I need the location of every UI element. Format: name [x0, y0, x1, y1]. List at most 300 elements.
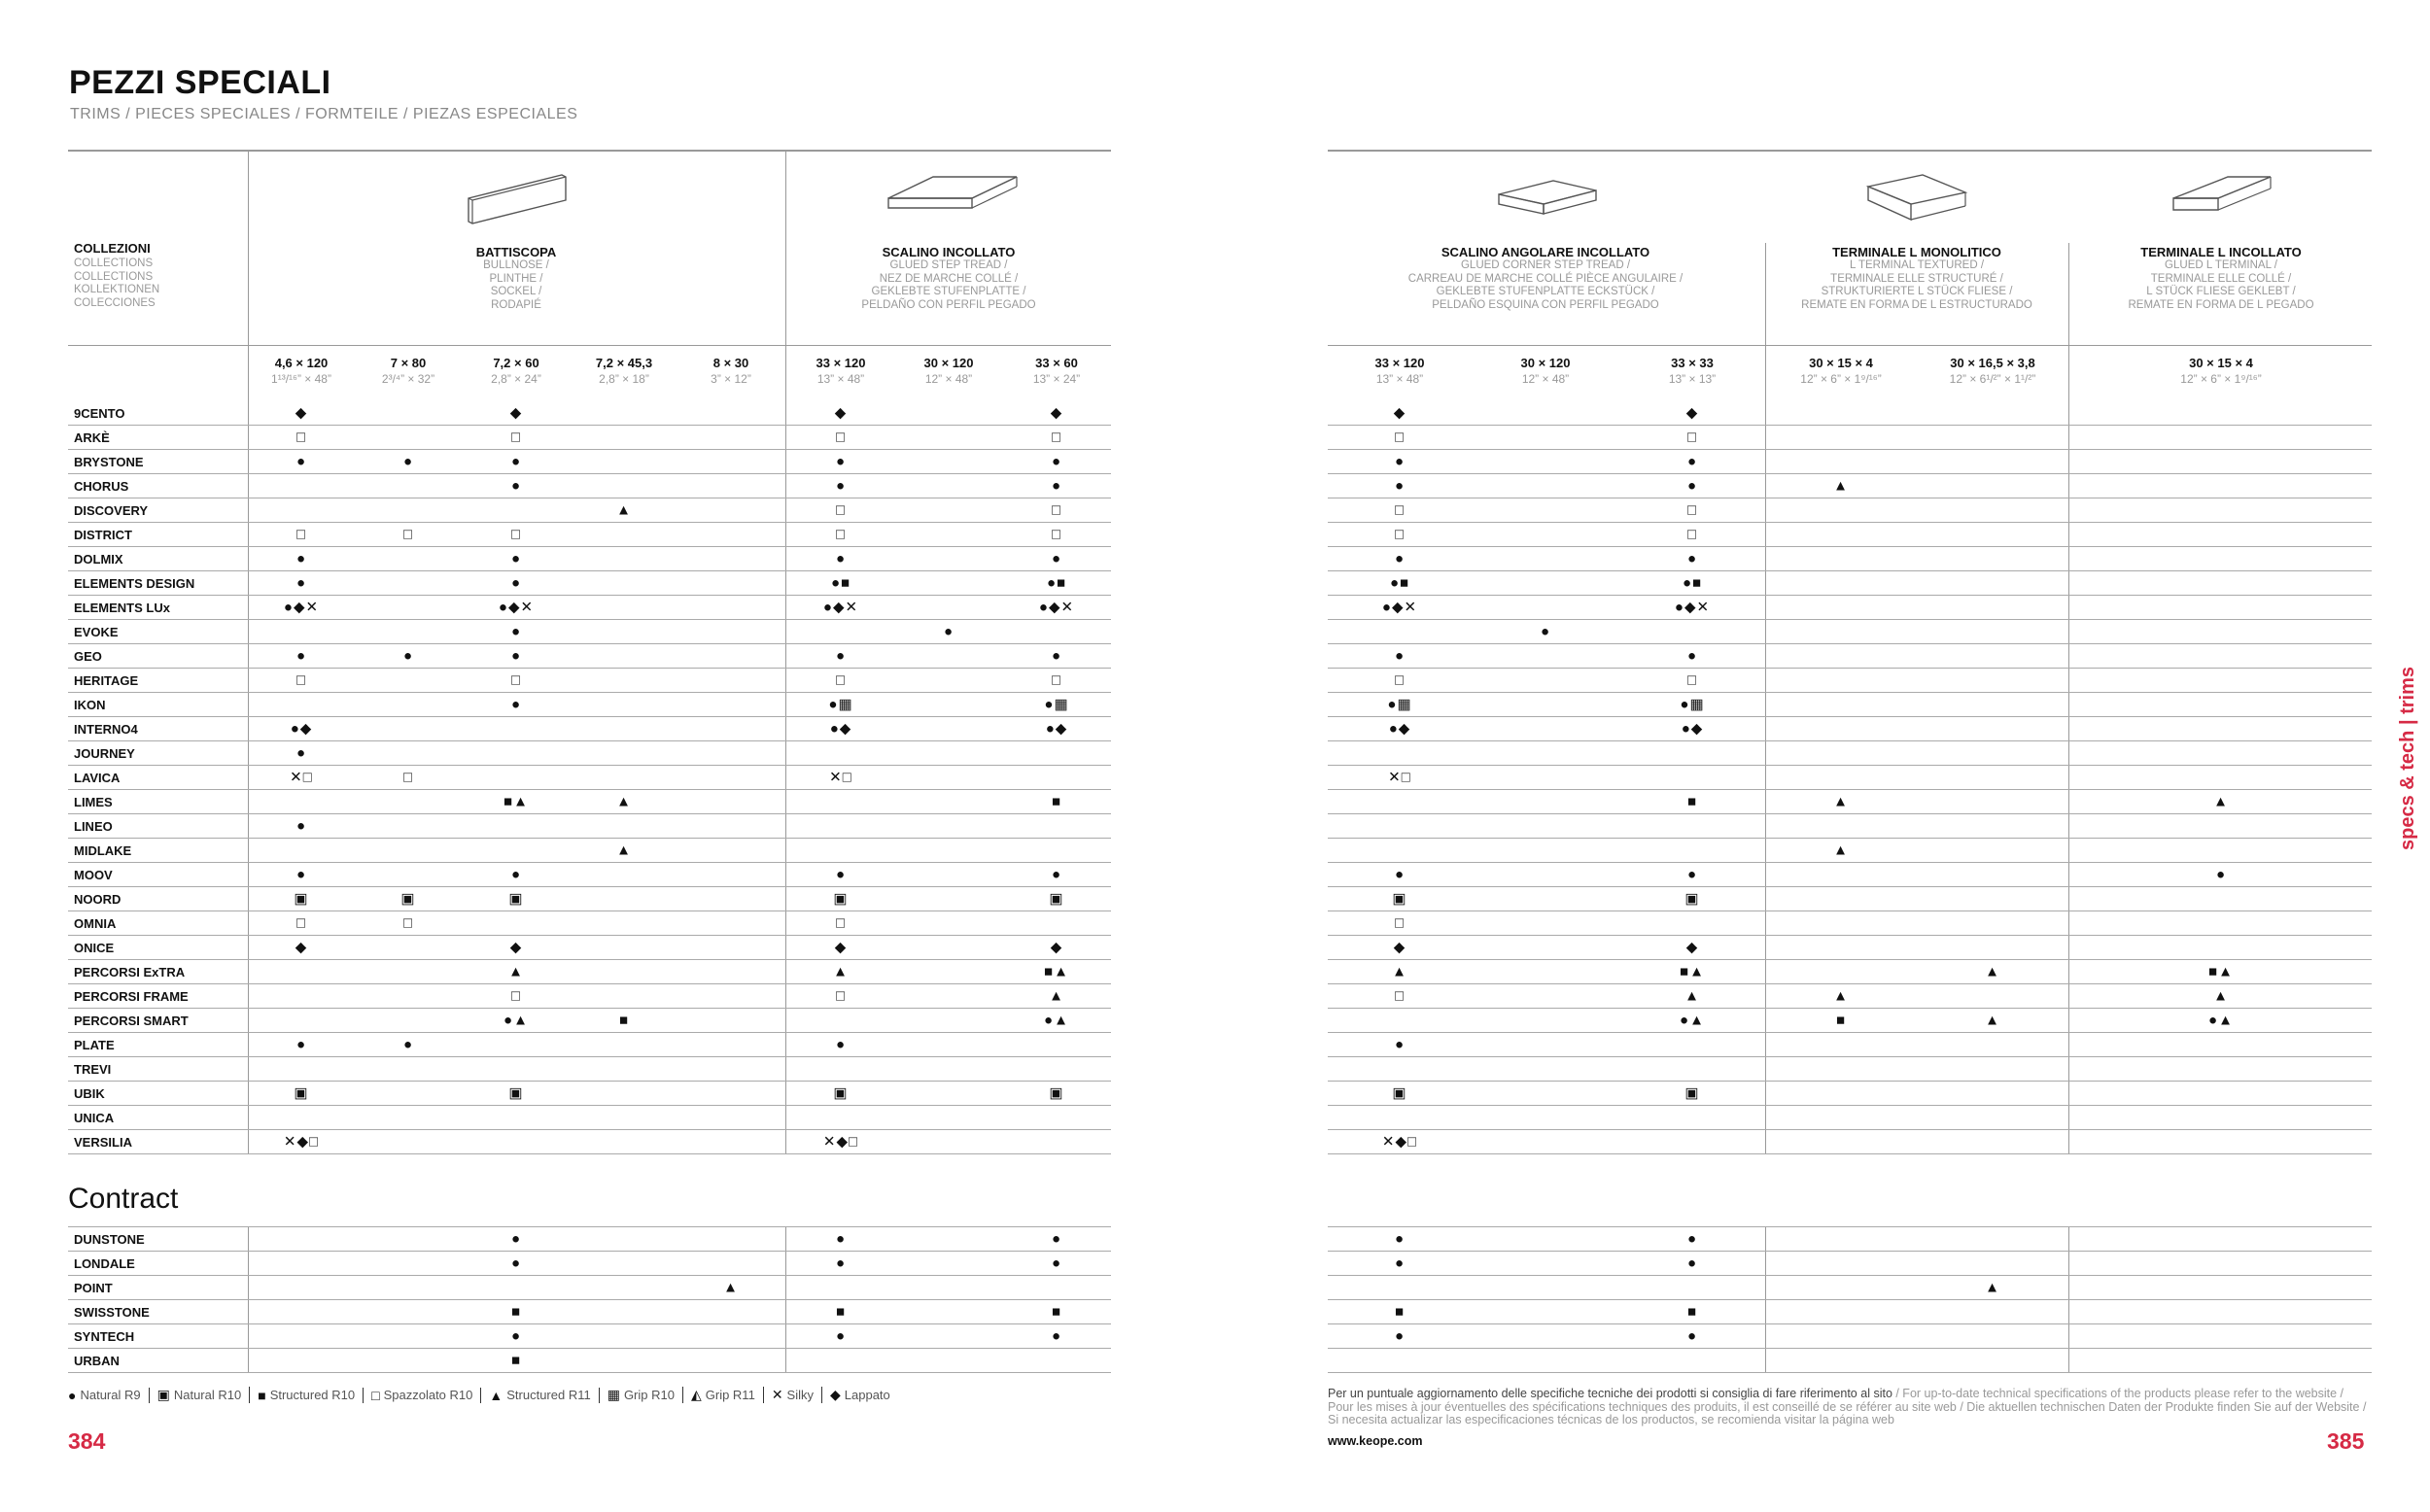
collection-name: SYNTECH: [74, 1329, 135, 1344]
availability-symbol: ●: [1051, 647, 1062, 665]
product-group-name: SCALINO ANGOLARE INCOLLATO: [1441, 245, 1650, 259]
availability-symbol: ●: [1394, 866, 1406, 883]
collection-name: DISCOVERY: [74, 503, 149, 518]
legend-symbol: ▲: [489, 1387, 503, 1403]
availability-symbol: □: [1394, 914, 1406, 932]
availability-symbol: ✕□: [1388, 769, 1411, 786]
availability-symbol: ●: [835, 1327, 847, 1345]
availability-symbol: ■: [1686, 793, 1698, 810]
row-rule: [68, 1008, 1111, 1009]
bullnose-icon: [465, 167, 572, 229]
availability-symbol: ●: [835, 453, 847, 470]
availability-symbol: ●: [510, 696, 522, 713]
collection-name: DISTRICT: [74, 528, 132, 542]
availability-symbol: ■▲: [1680, 963, 1705, 980]
availability-symbol: ●: [2215, 866, 2227, 883]
size-metric: 30 × 120: [1520, 356, 1571, 370]
contract-top-rule: [68, 1226, 1111, 1227]
legend-label: Silky: [786, 1388, 814, 1402]
legend-label: Natural R10: [173, 1388, 242, 1402]
row-rule: [1328, 789, 2372, 790]
size-metric: 33 × 120: [1374, 356, 1425, 370]
availability-symbol: ▲: [1392, 963, 1407, 980]
collections-header: COLLEZIONI: [74, 241, 151, 256]
availability-symbol: ▲: [2213, 987, 2229, 1005]
availability-symbol: ●■: [1389, 574, 1410, 592]
availability-symbol: ◆: [1050, 404, 1063, 422]
product-group-translations: GLUED L TERMINAL / TERMINALE ELLE COLLÉ / L STÜCK FLIESE GEKLEBT / REMATE EN FORMA DE L PEGADO: [2128, 259, 2314, 311]
collection-name: LINEO: [74, 819, 113, 834]
row-rule: [68, 1105, 1111, 1106]
legend-item: [364, 1388, 481, 1403]
size-imperial: 13” × 13”: [1668, 372, 1717, 386]
availability-symbol: ▣: [1392, 1084, 1407, 1102]
collection-name: HERITAGE: [74, 673, 139, 688]
size-header: [1800, 356, 1881, 386]
availability-symbol: ●: [1051, 1327, 1062, 1345]
size-header: [596, 356, 652, 386]
availability-symbol: ●: [510, 1254, 522, 1272]
availability-symbol: ✕◆□: [283, 1133, 320, 1151]
availability-symbol: ▲: [616, 501, 632, 519]
availability-symbol: ●: [510, 1230, 522, 1248]
size-header: [1950, 356, 2036, 386]
availability-symbol: ●■: [1682, 574, 1703, 592]
availability-symbol: ●: [1051, 1230, 1062, 1248]
availability-symbol: ●◆: [1388, 720, 1411, 738]
section-tab: specs & tech | trims: [2397, 666, 2418, 850]
col-separator: [785, 150, 786, 1154]
legend-item: [68, 1388, 150, 1403]
row-rule: [68, 983, 1111, 984]
collection-name: DUNSTONE: [74, 1232, 145, 1247]
availability-symbol: ▲: [1684, 987, 1700, 1005]
availability-symbol: ●: [1540, 623, 1551, 640]
availability-symbol: ●: [1686, 1254, 1698, 1272]
row-rule: [68, 473, 1111, 474]
availability-symbol: □: [295, 526, 307, 543]
row-rule: [1328, 668, 2372, 669]
size-metric: 30 × 15 × 4: [2189, 356, 2253, 370]
row-rule: [68, 1323, 1111, 1324]
collection-name: URBAN: [74, 1354, 120, 1368]
availability-symbol: ✕□: [290, 769, 313, 786]
availability-symbol: ●: [835, 647, 847, 665]
availability-symbol: ▣: [294, 890, 309, 908]
availability-symbol: ●▲: [1680, 1012, 1705, 1029]
availability-symbol: ▣: [1049, 890, 1064, 908]
availability-symbol: ▣: [1684, 1084, 1700, 1102]
row-rule: [1328, 886, 2372, 887]
collection-name: UNICA: [74, 1111, 115, 1125]
collection-name: TREVI: [74, 1062, 112, 1077]
row-rule: [1328, 935, 2372, 936]
legend-symbol: ◭: [690, 1387, 702, 1402]
top-rule-right: [1328, 150, 2372, 152]
product-group-translations: L TERMINAL TEXTURED / TERMINALE ELLE STRUCTURÉ / STRUKTURIERTE L STÜCK FLIESE / REMATE EN FORMA DE L ESTRUCTURADO: [1801, 259, 2032, 311]
availability-symbol: ■: [1835, 1012, 1847, 1029]
row-rule: [1328, 838, 2372, 839]
availability-symbol: ◆: [834, 404, 848, 422]
collection-name: PLATE: [74, 1038, 115, 1052]
legend-item: [683, 1387, 764, 1403]
row-rule: [1328, 1008, 2372, 1009]
size-metric: 7 × 80: [390, 356, 427, 370]
availability-symbol: ▲: [508, 963, 524, 980]
row-rule: [1328, 1275, 2372, 1276]
product-group-name: TERMINALE L INCOLLATO: [2140, 245, 2302, 259]
availability-symbol: ●: [1394, 453, 1406, 470]
legend: [68, 1387, 898, 1403]
size-imperial: 12” × 48”: [924, 372, 973, 386]
size-metric: 30 × 120: [923, 356, 974, 370]
availability-symbol: ●◆✕: [498, 599, 535, 616]
availability-symbol: ▲: [2213, 793, 2229, 810]
availability-symbol: ●: [510, 453, 522, 470]
availability-symbol: ■: [1686, 1303, 1698, 1321]
row-rule: [1328, 570, 2372, 571]
row-rule: [68, 716, 1111, 717]
legend-symbol: ●: [68, 1387, 77, 1403]
availability-symbol: ◆: [295, 404, 308, 422]
collection-name: INTERNO4: [74, 722, 138, 737]
row-rule: [1328, 1299, 2372, 1300]
collection-name: OMNIA: [74, 916, 117, 931]
availability-symbol: ●■: [1046, 574, 1067, 592]
availability-symbol: ●: [295, 647, 307, 665]
row-rule: [68, 740, 1111, 741]
row-rule: [68, 838, 1111, 839]
availability-symbol: ▣: [1684, 890, 1700, 908]
availability-symbol: □: [835, 671, 847, 689]
availability-symbol: □: [1051, 501, 1062, 519]
row-rule: [1328, 692, 2372, 693]
row-rule: [1328, 473, 2372, 474]
page-subtitle: TRIMS / PIECES SPECIALES / FORMTEILE / PIEZAS ESPECIALES: [70, 106, 578, 122]
availability-symbol: ●: [1051, 550, 1062, 567]
collection-name: UBIK: [74, 1086, 105, 1101]
availability-symbol: ●: [510, 574, 522, 592]
collection-name: POINT: [74, 1281, 113, 1295]
row-rule: [68, 1372, 1111, 1373]
collection-name: VERSILIA: [74, 1135, 132, 1150]
availability-symbol: ▣: [400, 890, 416, 908]
availability-symbol: □: [835, 526, 847, 543]
size-header: [2180, 356, 2261, 386]
row-rule: [1328, 619, 2372, 620]
size-metric: 4,6 × 120: [274, 356, 329, 370]
row-rule: [68, 789, 1111, 790]
legend-label: Natural R9: [80, 1388, 141, 1402]
availability-symbol: ◆: [1393, 939, 1406, 956]
product-group-translations: GLUED STEP TREAD / NEZ DE MARCHE COLLÉ / GEKLEBTE STUFENPLATTE / PELDAÑO CON PERFIL PEGADO: [861, 259, 1036, 311]
size-imperial: 12” × 6” × 1⁹/¹⁶”: [2180, 372, 2262, 386]
row-rule: [1328, 595, 2372, 596]
availability-symbol: ●: [1394, 1036, 1406, 1053]
row-rule: [68, 862, 1111, 863]
availability-symbol: ●: [402, 1036, 414, 1053]
availability-symbol: ●■: [830, 574, 851, 592]
legend-symbol: ◆: [830, 1387, 841, 1402]
header-rule-right: [1328, 345, 2372, 346]
availability-symbol: ◆: [295, 939, 308, 956]
availability-symbol: ●: [295, 453, 307, 470]
row-rule: [1328, 522, 2372, 523]
row-rule: [68, 1129, 1111, 1130]
availability-symbol: ●: [510, 477, 522, 495]
availability-symbol: ■: [618, 1012, 630, 1029]
size-header: [271, 356, 331, 386]
availability-symbol: ●: [835, 1036, 847, 1053]
row-rule: [68, 522, 1111, 523]
availability-symbol: ●▦: [1680, 696, 1705, 713]
row-rule: [1328, 1251, 2372, 1252]
availability-symbol: □: [1394, 671, 1406, 689]
availability-symbol: ●: [1686, 550, 1698, 567]
availability-symbol: ▣: [1049, 1084, 1064, 1102]
size-imperial: 2,8” × 18”: [599, 372, 649, 386]
footnote: [1328, 1388, 2372, 1427]
availability-symbol: ■: [835, 1303, 847, 1321]
row-rule: [1328, 1323, 2372, 1324]
legend-symbol: ▣: [156, 1387, 170, 1402]
collections-translations: COLLECTIONS COLLECTIONS KOLLEKTIONEN COLECCIONES: [74, 258, 160, 309]
legend-item: [600, 1387, 683, 1403]
collection-name: ARKÈ: [74, 430, 110, 445]
availability-symbol: □: [835, 429, 847, 446]
availability-symbol: ▣: [833, 1084, 849, 1102]
collection-name: 9CENTO: [74, 406, 125, 421]
availability-symbol: □: [510, 429, 522, 446]
footnote-lead: Per un puntuale aggiornamento delle specifiche tecniche dei prodotti si consiglia di fare riferimento al sito: [1328, 1387, 1892, 1400]
row-rule: [1328, 1372, 2372, 1373]
availability-symbol: ▣: [294, 1084, 309, 1102]
row-rule: [68, 813, 1111, 814]
availability-symbol: □: [1686, 429, 1698, 446]
size-header: [816, 356, 866, 386]
availability-symbol: □: [402, 914, 414, 932]
availability-symbol: ✕◆□: [822, 1133, 859, 1151]
availability-symbol: □: [295, 671, 307, 689]
size-imperial: 3” × 12”: [711, 372, 751, 386]
product-group-name: BATTISCOPA: [475, 245, 557, 259]
availability-symbol: □: [835, 501, 847, 519]
availability-symbol: ●▦: [1387, 696, 1412, 713]
collection-name: LONDALE: [74, 1256, 135, 1271]
size-metric: 30 × 16,5 × 3,8: [1950, 356, 2035, 370]
row-rule: [68, 595, 1111, 596]
availability-symbol: ●: [402, 647, 414, 665]
row-rule: [68, 619, 1111, 620]
availability-symbol: ●: [510, 1327, 522, 1345]
availability-symbol: ●▦: [828, 696, 853, 713]
row-rule: [1328, 765, 2372, 766]
size-imperial: 2³/⁴” × 32”: [381, 372, 435, 386]
availability-symbol: □: [402, 526, 414, 543]
l-terminal-glued-icon: [2170, 173, 2276, 222]
availability-symbol: □: [1051, 671, 1062, 689]
size-metric: 8 × 30: [712, 356, 749, 370]
availability-symbol: ▣: [1392, 890, 1407, 908]
availability-symbol: □: [835, 987, 847, 1005]
row-rule: [68, 546, 1111, 547]
availability-symbol: ●▲: [503, 1012, 529, 1029]
availability-symbol: ●: [510, 647, 522, 665]
collection-name: PERCORSI SMART: [74, 1014, 189, 1028]
legend-label: Grip R11: [705, 1388, 755, 1402]
row-rule: [1328, 449, 2372, 450]
availability-symbol: ✕◆□: [1381, 1133, 1418, 1151]
row-rule: [1328, 983, 2372, 984]
legend-label: Lappato: [844, 1388, 890, 1402]
availability-symbol: ●: [1394, 1230, 1406, 1248]
availability-symbol: □: [295, 914, 307, 932]
collection-name: PERCORSI FRAME: [74, 989, 189, 1004]
size-imperial: 13” × 24”: [1032, 372, 1081, 386]
availability-symbol: ◆: [1393, 404, 1406, 422]
size-header: [1033, 356, 1080, 386]
availability-symbol: ▣: [833, 890, 849, 908]
availability-symbol: ●: [1686, 1230, 1698, 1248]
availability-symbol: ■: [1051, 1303, 1062, 1321]
availability-symbol: □: [510, 526, 522, 543]
availability-symbol: ▲: [1833, 477, 1849, 495]
availability-symbol: ▲: [616, 842, 632, 859]
availability-symbol: ●: [295, 744, 307, 762]
availability-symbol: ●◆: [290, 720, 313, 738]
size-imperial: 12” × 48”: [1521, 372, 1570, 386]
col-separator: [248, 150, 249, 1154]
availability-symbol: ●◆✕: [1038, 599, 1075, 616]
size-imperial: 12” × 6” × 1⁹/¹⁶”: [1800, 372, 1882, 386]
size-metric: 7,2 × 60: [493, 356, 539, 370]
row-rule: [1328, 862, 2372, 863]
size-imperial: 13” × 48”: [816, 372, 865, 386]
legend-label: Spazzolato R10: [383, 1388, 473, 1402]
availability-symbol: ●: [510, 623, 522, 640]
availability-symbol: ●: [295, 574, 307, 592]
availability-symbol: □: [1394, 501, 1406, 519]
product-group-translations: BULLNOSE / PLINTHE / SOCKEL / RODAPIÉ: [483, 259, 549, 311]
row-rule: [1328, 1081, 2372, 1082]
collection-name: IKON: [74, 698, 106, 712]
row-rule: [1328, 1105, 2372, 1106]
col-separator: [1765, 243, 1766, 1154]
size-metric: 7,2 × 45,3: [595, 356, 653, 370]
availability-symbol: ◆: [834, 939, 848, 956]
size-header: [711, 356, 751, 386]
availability-symbol: ▲: [723, 1279, 739, 1296]
contract-title: Contract: [68, 1183, 179, 1215]
row-rule: [1328, 716, 2372, 717]
availability-symbol: ●: [835, 550, 847, 567]
legend-item: [250, 1388, 364, 1403]
availability-symbol: ■: [1051, 793, 1062, 810]
availability-symbol: ●: [1394, 647, 1406, 665]
row-rule: [68, 1275, 1111, 1276]
availability-symbol: ●: [943, 623, 955, 640]
availability-symbol: ▲: [833, 963, 849, 980]
collection-name: BRYSTONE: [74, 455, 144, 469]
legend-symbol: □: [371, 1387, 380, 1403]
availability-symbol: ▲: [1985, 1012, 2000, 1029]
availability-symbol: ●: [510, 550, 522, 567]
page-number-left: 384: [68, 1428, 106, 1454]
row-rule: [1328, 959, 2372, 960]
availability-symbol: ●: [402, 453, 414, 470]
size-header: [1669, 356, 1716, 386]
row-rule: [1328, 643, 2372, 644]
availability-symbol: ●◆✕: [283, 599, 320, 616]
availability-symbol: ●: [295, 866, 307, 883]
availability-symbol: ■▲: [2208, 963, 2234, 980]
size-metric: 33 × 60: [1035, 356, 1078, 370]
size-header: [1375, 356, 1425, 386]
row-rule: [68, 449, 1111, 450]
contract-top-rule: [1328, 1226, 2372, 1227]
legend-item: [764, 1387, 822, 1403]
availability-symbol: ◆: [1050, 939, 1063, 956]
product-group-translations: GLUED CORNER STEP TREAD / CARREAU DE MARCHE COLLÉ PIÈCE ANGULAIRE / GEKLEBTE STUFENPLATTE ECKSTÜCK / PELDAÑO ESQUINA CON PERFIL PEGADO: [1407, 259, 1684, 311]
availability-symbol: ●: [1686, 477, 1698, 495]
row-rule: [68, 668, 1111, 669]
availability-symbol: ●◆✕: [822, 599, 859, 616]
step-tread-icon: [885, 171, 1021, 220]
availability-symbol: □: [510, 987, 522, 1005]
l-terminal-textured-icon: [1864, 171, 1971, 225]
website-link[interactable]: www.keope.com: [1328, 1434, 1423, 1448]
availability-symbol: □: [1394, 987, 1406, 1005]
availability-symbol: □: [835, 914, 847, 932]
availability-symbol: ■: [510, 1352, 522, 1369]
page-number-right: 385: [2327, 1428, 2365, 1454]
legend-label: Structured R10: [269, 1388, 356, 1402]
availability-symbol: □: [510, 671, 522, 689]
availability-symbol: ●: [1051, 477, 1062, 495]
row-rule: [68, 643, 1111, 644]
page-title: PEZZI SPECIALI: [69, 64, 331, 101]
availability-symbol: ●▲: [2208, 1012, 2234, 1029]
availability-symbol: ●◆: [829, 720, 852, 738]
availability-symbol: ●▲: [1044, 1012, 1069, 1029]
row-rule: [68, 425, 1111, 426]
availability-symbol: ●: [295, 817, 307, 835]
size-header: [1521, 356, 1571, 386]
collection-name: MOOV: [74, 868, 113, 882]
availability-symbol: ●: [295, 1036, 307, 1053]
availability-symbol: □: [1686, 526, 1698, 543]
size-header: [491, 356, 541, 386]
row-rule: [68, 765, 1111, 766]
availability-symbol: ◆: [1685, 404, 1699, 422]
collection-name: LAVICA: [74, 771, 121, 785]
availability-symbol: □: [1051, 429, 1062, 446]
size-header: [382, 356, 434, 386]
size-header: [924, 356, 974, 386]
availability-symbol: ▣: [508, 1084, 524, 1102]
size-imperial: 2,8” × 24”: [491, 372, 541, 386]
size-metric: 33 × 120: [816, 356, 866, 370]
availability-symbol: ●: [1394, 477, 1406, 495]
availability-symbol: ●: [1051, 453, 1062, 470]
size-imperial: 13” × 48”: [1375, 372, 1424, 386]
availability-symbol: ●◆: [1045, 720, 1068, 738]
availability-symbol: □: [1394, 429, 1406, 446]
row-rule: [1328, 740, 2372, 741]
product-group-name: TERMINALE L MONOLITICO: [1832, 245, 2001, 259]
availability-symbol: ●▦: [1044, 696, 1069, 713]
size-imperial: 12” × 6¹/²” × 1¹/²”: [1949, 372, 2036, 386]
